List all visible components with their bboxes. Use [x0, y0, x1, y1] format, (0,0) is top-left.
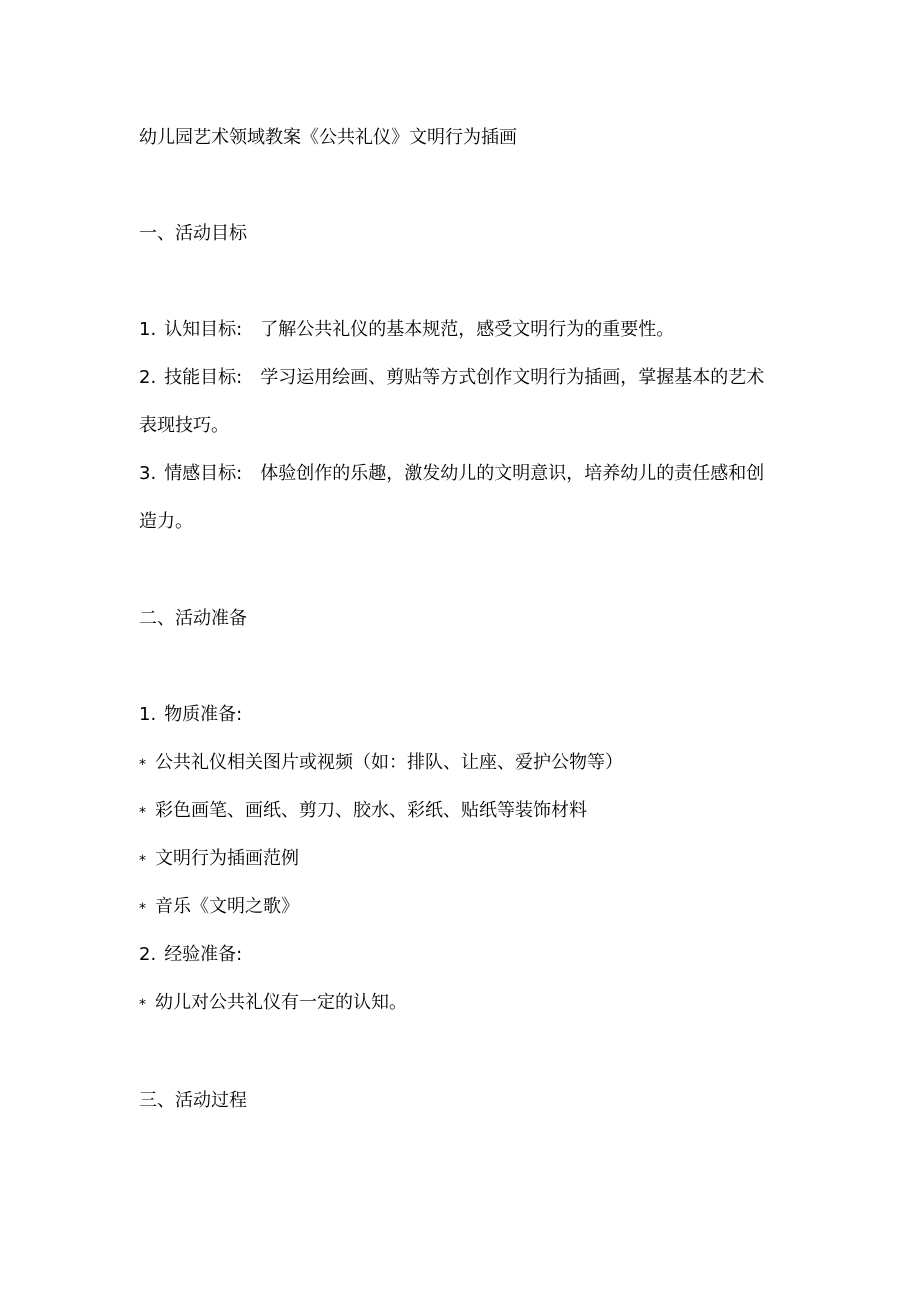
- item-text: 体验创作的乐趣，激发幼儿的文明意识，培养幼儿的责任感和创: [260, 463, 765, 484]
- list-item: [139, 847, 299, 872]
- bullet-text: 公共礼仪相关图片或视频（如：排队、让座、爱护公物等）: [155, 752, 623, 773]
- goal-item-2: [139, 366, 764, 390]
- goal-item-2-continued: 表现技巧。: [139, 415, 229, 436]
- list-item: [139, 895, 299, 920]
- section-heading-preparation: 二、活动准备: [139, 608, 247, 629]
- bullet-text: 幼儿对公共礼仪有一定的认知。: [155, 992, 407, 1013]
- bullet-star: *: [139, 901, 146, 917]
- goal-item-3-continued: 造力。: [139, 511, 193, 532]
- bullet-star: *: [139, 757, 146, 773]
- section-heading-process: 三、活动过程: [139, 1090, 247, 1111]
- document-title: 幼儿园艺术领域教案《公共礼仪》文明行为插画: [139, 127, 517, 148]
- item-number: 2.: [139, 944, 157, 965]
- bullet-text: 文明行为插画范例: [155, 848, 299, 869]
- item-label: 认知目标:: [164, 319, 243, 340]
- item-label: 物质准备:: [164, 704, 243, 725]
- bullet-text: 音乐《文明之歌》: [155, 896, 299, 917]
- item-label: 经验准备:: [164, 944, 243, 965]
- goal-item-1: [139, 318, 674, 342]
- item-number: 1.: [139, 704, 157, 725]
- bullet-star: *: [139, 853, 146, 869]
- material-preparation: [139, 703, 242, 727]
- list-item: [139, 991, 407, 1016]
- experience-preparation: [139, 943, 242, 967]
- item-number: 1.: [139, 319, 157, 340]
- item-text: 了解公共礼仪的基本规范，感受文明行为的重要性。: [260, 319, 675, 340]
- item-number: 3.: [139, 463, 157, 484]
- list-item: [139, 751, 623, 776]
- item-label: 情感目标:: [164, 463, 243, 484]
- item-text: 学习运用绘画、剪贴等方式创作文明行为插画，掌握基本的艺术: [260, 367, 765, 388]
- section-heading-goals: 一、活动目标: [139, 223, 247, 244]
- bullet-text: 彩色画笔、画纸、剪刀、胶水、彩纸、贴纸等装饰材料: [155, 800, 587, 821]
- bullet-star: *: [139, 997, 146, 1013]
- list-item: [139, 799, 587, 824]
- goal-item-3: [139, 462, 764, 486]
- item-number: 2.: [139, 367, 157, 388]
- item-label: 技能目标:: [164, 367, 243, 388]
- bullet-star: *: [139, 805, 146, 821]
